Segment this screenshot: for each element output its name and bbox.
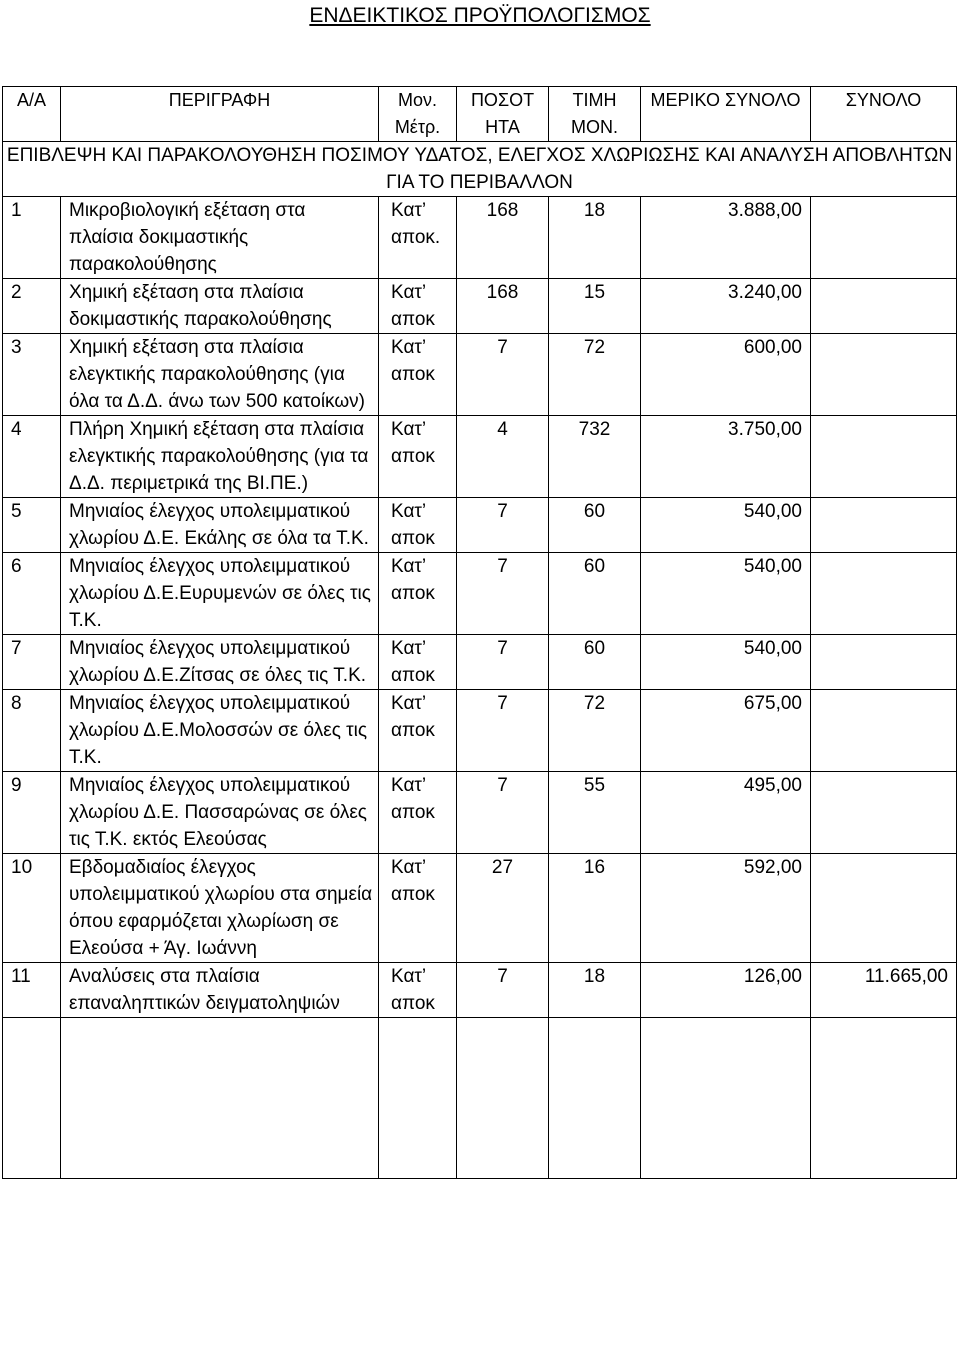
header-subtotal: ΜΕΡΙΚΟ ΣΥΝΟΛΟ <box>641 87 811 142</box>
cell-description: Μηνιαίος έλεγχος υπολειμματικού χλωρίου Δ.Ε. Πασσαρώνας σε όλες τις Τ.Κ. εκτός Ελεούσας <box>61 772 379 854</box>
cell-unit: Κατ’ αποκ <box>379 854 457 963</box>
header-num: Α/Α <box>3 87 61 142</box>
cell-price: 732 <box>549 416 641 498</box>
cell-num: 11 <box>3 963 61 1018</box>
cell-price: 60 <box>549 498 641 553</box>
cell-quantity: 7 <box>457 334 549 416</box>
section-title: ΕΠΙΒΛΕΨΗ ΚΑΙ ΠΑΡΑΚΟΛΟΥΘΗΣΗ ΠΟΣΙΜΟΥ ΥΔΑΤΟΣ, ΕΛΕΓΧΟΣ ΧΛΩΡΙΩΣΗΣ ΚΑΙ ΑΝΑΛΥΣΗ ΑΠΟΒΛΗΤΩΝ ΓΙΑ ΤΟ ΠΕΡΙΒΑΛΛΟΝ <box>3 142 957 197</box>
section-row <box>3 142 957 197</box>
cell-total <box>811 334 957 416</box>
cell-total <box>811 772 957 854</box>
cell-price: 72 <box>549 690 641 772</box>
table-row <box>3 553 957 635</box>
cell-unit: Κατ’ αποκ. <box>379 197 457 279</box>
empty-row <box>3 1018 957 1179</box>
cell-quantity: 7 <box>457 772 549 854</box>
page-title: ΕΝΔΕΙΚΤΙΚΟΣ ΠΡΟΫΠΟΛΟΓΙΣΜΟΣ <box>309 4 651 27</box>
cell-unit: Κατ’ αποκ <box>379 635 457 690</box>
header-unit: Μον. Μέτρ. <box>379 87 457 142</box>
cell-subtotal: 3.888,00 <box>641 197 811 279</box>
cell-description: Μηνιαίος έλεγχος υπολειμματικού χλωρίου Δ.Ε.Ευρυμενών σε όλες τις Τ.Κ. <box>61 553 379 635</box>
cell-price: 15 <box>549 279 641 334</box>
cell-price: 72 <box>549 334 641 416</box>
cell-unit: Κατ’ αποκ <box>379 772 457 854</box>
cell-total: 11.665,00 <box>811 963 957 1018</box>
cell-quantity: 7 <box>457 498 549 553</box>
cell-total <box>811 553 957 635</box>
table-row <box>3 635 957 690</box>
cell-num: 10 <box>3 854 61 963</box>
table-row <box>3 854 957 963</box>
cell-subtotal: 540,00 <box>641 635 811 690</box>
table-row <box>3 197 957 279</box>
cell-total <box>811 690 957 772</box>
cell-unit: Κατ’ αποκ <box>379 553 457 635</box>
cell-quantity: 168 <box>457 279 549 334</box>
cell-quantity: 7 <box>457 963 549 1018</box>
cell-price: 60 <box>549 553 641 635</box>
cell-quantity: 7 <box>457 690 549 772</box>
empty-cell <box>641 1018 811 1179</box>
cell-description: Εβδομαδιαίος έλεγχος υπολειμματικού χλωρίου στα σημεία όπου εφαρμόζεται χλωρίωση σε Ελεούσα + Άγ. Ιωάννη <box>61 854 379 963</box>
cell-subtotal: 495,00 <box>641 772 811 854</box>
cell-description: Χημική εξέταση στα πλαίσια δοκιμαστικής παρακολούθησης <box>61 279 379 334</box>
cell-quantity: 4 <box>457 416 549 498</box>
cell-unit: Κατ’ αποκ <box>379 690 457 772</box>
cell-num: 9 <box>3 772 61 854</box>
cell-unit: Κατ’ αποκ <box>379 416 457 498</box>
cell-description: Μηνιαίος έλεγχος υπολειμματικού χλωρίου Δ.Ε. Εκάλης σε όλα τα Τ.Κ. <box>61 498 379 553</box>
header-price: ΤΙΜΗ ΜΟΝ. <box>549 87 641 142</box>
cell-num: 4 <box>3 416 61 498</box>
cell-unit: Κατ’ αποκ <box>379 334 457 416</box>
empty-cell <box>457 1018 549 1179</box>
cell-unit: Κατ’ αποκ <box>379 498 457 553</box>
cell-subtotal: 126,00 <box>641 963 811 1018</box>
empty-cell <box>61 1018 379 1179</box>
header-total: ΣΥΝΟΛΟ <box>811 87 957 142</box>
table-row <box>3 416 957 498</box>
cell-total <box>811 279 957 334</box>
table-row <box>3 498 957 553</box>
table-row <box>3 772 957 854</box>
cell-price: 18 <box>549 963 641 1018</box>
table-row <box>3 334 957 416</box>
cell-num: 5 <box>3 498 61 553</box>
cell-description: Χημική εξέταση στα πλαίσια ελεγκτικής παρακολούθησης (για όλα τα Δ.Δ. άνω των 500 κατοίκων) <box>61 334 379 416</box>
cell-quantity: 7 <box>457 553 549 635</box>
cell-price: 55 <box>549 772 641 854</box>
cell-num: 8 <box>3 690 61 772</box>
cell-price: 18 <box>549 197 641 279</box>
cell-num: 3 <box>3 334 61 416</box>
cell-price: 60 <box>549 635 641 690</box>
cell-price: 16 <box>549 854 641 963</box>
cell-subtotal: 540,00 <box>641 498 811 553</box>
empty-cell <box>379 1018 457 1179</box>
budget-table <box>2 86 957 1179</box>
cell-num: 7 <box>3 635 61 690</box>
cell-total <box>811 854 957 963</box>
table-row <box>3 690 957 772</box>
cell-description: Μηνιαίος έλεγχος υπολειμματικού χλωρίου Δ.Ε.Ζίτσας σε όλες τις Τ.Κ. <box>61 635 379 690</box>
cell-quantity: 7 <box>457 635 549 690</box>
cell-unit: Κατ’ αποκ <box>379 963 457 1018</box>
table-row <box>3 279 957 334</box>
cell-subtotal: 592,00 <box>641 854 811 963</box>
cell-quantity: 27 <box>457 854 549 963</box>
cell-subtotal: 3.750,00 <box>641 416 811 498</box>
header-row <box>3 87 957 142</box>
cell-total <box>811 635 957 690</box>
cell-description: Αναλύσεις στα πλαίσια επαναληπτικών δειγματοληψιών <box>61 963 379 1018</box>
header-quantity: ΠΟΣΟΤ ΗΤΑ <box>457 87 549 142</box>
cell-total <box>811 416 957 498</box>
cell-description: Μηνιαίος έλεγχος υπολειμματικού χλωρίου Δ.Ε.Μολοσσών σε όλες τις Τ.Κ. <box>61 690 379 772</box>
header-description: ΠΕΡΙΓΡΑΦΗ <box>61 87 379 142</box>
empty-cell <box>811 1018 957 1179</box>
cell-description: Μικροβιολογική εξέταση στα πλαίσια δοκιμαστικής παρακολούθησης <box>61 197 379 279</box>
cell-subtotal: 600,00 <box>641 334 811 416</box>
empty-cell <box>549 1018 641 1179</box>
cell-num: 6 <box>3 553 61 635</box>
cell-description: Πλήρη Χημική εξέταση στα πλαίσια ελεγκτικής παρακολούθησης (για τα Δ.Δ. περιμετρικά της ΒΙ.ΠΕ.) <box>61 416 379 498</box>
cell-num: 2 <box>3 279 61 334</box>
cell-num: 1 <box>3 197 61 279</box>
cell-subtotal: 675,00 <box>641 690 811 772</box>
table-row <box>3 963 957 1018</box>
cell-subtotal: 540,00 <box>641 553 811 635</box>
cell-total <box>811 498 957 553</box>
empty-cell <box>3 1018 61 1179</box>
cell-unit: Κατ’ αποκ <box>379 279 457 334</box>
cell-quantity: 168 <box>457 197 549 279</box>
cell-total <box>811 197 957 279</box>
cell-subtotal: 3.240,00 <box>641 279 811 334</box>
